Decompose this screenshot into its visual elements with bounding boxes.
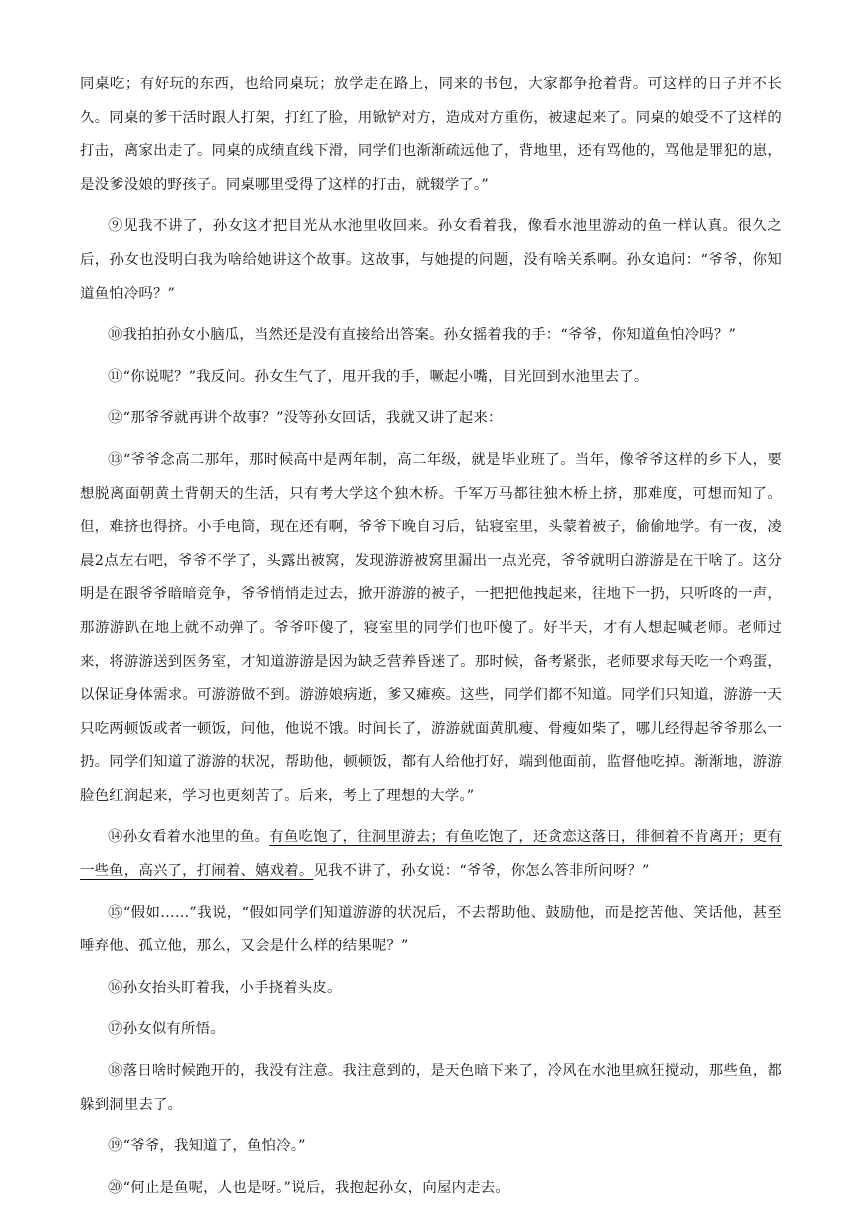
paragraph-text: ⑮“假如……”我说，“假如同学们知道游游的状况后，不去帮助他、鼓励他，而是挖苦他、笑话他，甚至唾弃他、孤立他，那么，又会是什么样的结果呢？” xyxy=(80,904,782,955)
paragraph-text: ⑫“那爷爷就再讲个故事？”没等孙女回话，我就又讲了起来： xyxy=(108,410,503,427)
paragraph-20 xyxy=(80,1172,782,1206)
paragraph-14 xyxy=(80,821,782,888)
paragraph-text: ⑱落日啥时候跑开的，我没有注意。我注意到的，是天色暗下来了，冷风在水池里疯狂搅动，那些鱼，都躲到洞里去了。 xyxy=(80,1063,782,1113)
paragraph-16 xyxy=(80,972,782,1006)
paragraph-15 xyxy=(80,897,782,964)
paragraph-text: 同桌吃；有好玩的东西，也给同桌玩；放学走在路上，同来的书包，大家都争抢着背。可这样的日子并不长久。同桌的爹干活时跟人打架，打红了脸，用锨铲对方，造成对方重伤，被逮起来了。同桌的娘受不了这样的打击，离家出走了。同桌的成绩直线下滑，同学们也渐渐疏远他了，背地里，还有骂他的，骂他是罪犯的崽，是没爹没娘的野孩子。同桌哪里受得了这样的打击，就辍学了。” xyxy=(80,76,782,193)
document-page xyxy=(80,68,782,1213)
paragraph-text: ⑪“你说呢？”我反问。孙女生气了，甩开我的手，噘起小嘴，目光回到水池里去了。 xyxy=(108,368,649,385)
paragraph-text: ⑳“何止是鱼呢，人也是呀。”说后，我抱起孙女，向屋内走去。 xyxy=(108,1179,510,1196)
paragraph-13 xyxy=(80,444,782,814)
paragraph-text: 见我不讲了，孙女说：“爷爷，你怎么答非所问呀？” xyxy=(313,863,650,880)
paragraph-continuation xyxy=(80,68,782,202)
paragraph-10 xyxy=(80,319,782,353)
paragraph-text: ⑭孙女看着水池里的鱼。 xyxy=(108,829,270,846)
paragraph-11 xyxy=(80,361,782,395)
paragraph-text: ⑯孙女抬头盯着我，小手挠着头皮。 xyxy=(108,979,342,996)
paragraph-text: ⑲“爷爷，我知道了，鱼怕冷。” xyxy=(108,1138,306,1155)
paragraph-17 xyxy=(80,1013,782,1047)
paragraph-text: ⑨见我不讲了，孙女这才把目光从水池里收回来。孙女看着我，像看水池里游动的鱼一样认真。很久之后，孙女也没明白我为啥给她讲这个故事。这故事，与她提的问题，没有啥关系啊。孙女追问：“爷爷，你知道鱼怕冷吗？” xyxy=(80,218,782,302)
paragraph-text: ⑰孙女似有所悟。 xyxy=(108,1021,225,1038)
underlined-sentence: 有鱼吃饱了，往洞里游去；有鱼吃饱了，还贪恋这落日，徘徊着不肯离开；更有一些鱼，高兴了，打闹着、嬉戏着。 xyxy=(80,829,782,880)
paragraph-text: ⑩我拍拍孙女小脑瓜，当然还是没有直接给出答案。孙女摇着我的手：“爷爷，你知道鱼怕冷吗？” xyxy=(108,327,737,344)
paragraph-text: ⑬“爷爷念高二那年，那时候高中是两年制，高二年级，就是毕业班了。当年，像爷爷这样的乡下人，要想脱离面朝黄土背朝天的生活，只有考大学这个独木桥。千军万马都往独木桥上挤，那难度，可想而知了。但，难挤也得挤。小手电筒，现在还有啊，爷爷下晚自习后，钻寝室里，头蒙着被子，偷偷地学。有一夜，凌晨2点左右吧，爷爷不学了，头露出被窝，发现游游被窝里漏出一点光亮，爷爷就明白游游是在干啥了。这分明是在跟爷爷暗暗竞争，爷爷悄悄走过去，掀开游游的被子，一把把他拽起来，往地下一扔，只听咚的一声，那游游趴在地上就不动弹了。爷爷吓傻了，寝室里的同学们也吓傻了。好半天，才有人想起喊老师。老师过来，将游游送到医务室，才知道游游是因为缺乏营养昏迷了。那时候，备考紧张，老师要求每天吃一个鸡蛋，以保证身体需求。可游游做不到。游游娘病逝，爹又瘫痪。这些，同学们都不知道。同学们只知道，游游一天只吃两顿饭或者一顿饭，问他，他说不饿。时间长了，游游就面黄肌瘦、骨瘦如柴了，哪儿经得起爷爷那么一扔。同学们知道了游游的状况，帮助他，顿顿饭，都有人给他打好，端到他面前，监督他吃掉。渐渐地，游游脸色红润起来，学习也更刻苦了。后来，考上了理想的大学。” xyxy=(80,451,782,804)
paragraph-9 xyxy=(80,210,782,311)
paragraph-12 xyxy=(80,402,782,436)
paragraph-18 xyxy=(80,1055,782,1122)
paragraph-19 xyxy=(80,1130,782,1164)
